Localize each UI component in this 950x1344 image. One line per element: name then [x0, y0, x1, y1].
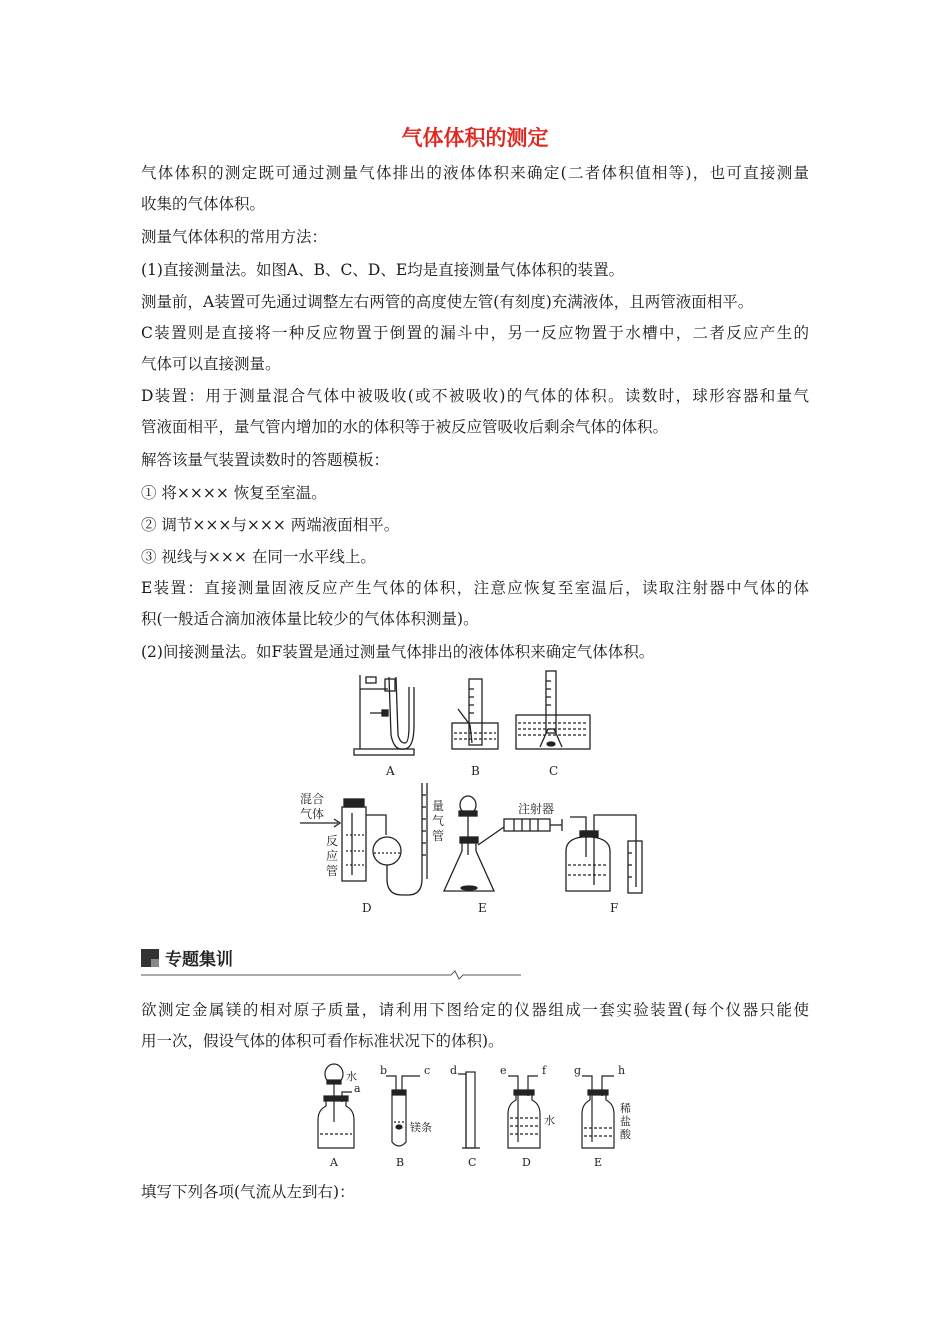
methods-heading: 测量气体体积的常用方法： [141, 228, 328, 246]
figure2-label-d: D [522, 1156, 531, 1169]
reaction-tube-label-1: 反 [326, 834, 339, 848]
device-c-line-2: 气体可以直接测量。 [141, 355, 281, 373]
device-e-line-2: 积(一般适合滴加液体量比较少的气体体积测量)。 [141, 610, 479, 628]
template-step-2: ② 调节×××与××× 两端液面相平。 [141, 516, 400, 534]
apparatus-c [516, 671, 590, 749]
figure1-label-d: D [362, 901, 372, 915]
page-title: 气体体积的测定 [401, 126, 549, 150]
apparatus-e [444, 796, 562, 891]
instrument-b [380, 1064, 432, 1146]
intro-line-2: 收集的气体体积。 [141, 195, 266, 213]
water-label-d: 水 [544, 1114, 555, 1127]
instrument-e [574, 1064, 632, 1148]
intro-line-1: 气体体积的测定既可通过测量气体排出的液体体积来确定(二者体积值相等)，也可直接测量 [141, 164, 809, 182]
figure-measuring-apparatus [290, 665, 670, 920]
problem-line-2: 用一次，假设气体的体积可看作标准状况下的体积)。 [141, 1032, 504, 1050]
dilute-hcl-label-1: 稀 [620, 1102, 631, 1115]
instrument-d [500, 1064, 555, 1148]
port-b: b [380, 1064, 388, 1077]
figure1-label-f: F [610, 901, 619, 915]
device-d-line-1: D装置：用于测量混合气体中被吸收(或不被吸收)的气体的体积。读数时，球形容器和量气 [141, 387, 809, 405]
figure2-label-e: E [594, 1156, 603, 1169]
fill-in-instruction: 填写下列各项(气流从左到右)： [141, 1183, 355, 1201]
port-f: f [542, 1064, 547, 1077]
port-d: d [450, 1064, 458, 1077]
instrument-a [318, 1064, 361, 1148]
port-a: a [354, 1082, 361, 1095]
dilute-hcl-label-2: 盐 [620, 1115, 631, 1128]
direct-method-heading: (1)直接测量法。如图A、B、C、D、E均是直接测量气体体积的装置。 [141, 261, 625, 279]
figure2-label-c: C [468, 1156, 477, 1169]
syringe-label: 注射器 [518, 802, 555, 816]
port-e: e [500, 1064, 507, 1077]
port-c: c [424, 1064, 431, 1077]
template-step-3: ③ 视线与××× 在同一水平线上。 [141, 548, 376, 566]
device-d-line-2: 管液面相平，量气管内增加的水的体积等于被反应管吸收后剩余气体的体积。 [141, 418, 669, 436]
port-h: h [618, 1064, 626, 1077]
device-e-line-1: E装置：直接测量固液反应产生气体的体积，注意应恢复至室温后，读取注射器中气体的体 [141, 579, 809, 597]
mixed-gas-label-1: 混合 [300, 792, 325, 806]
apparatus-d [300, 783, 444, 895]
figure-magnesium-apparatus [310, 1062, 650, 1174]
device-a-text: 测量前，A装置可先通过调整左右两管的高度使左管(有刻度)充满液体，且两管液面相平。 [141, 293, 754, 311]
figure2-label-b: B [396, 1156, 405, 1169]
template-step-1: ① 将×××× 恢复至室温。 [141, 484, 327, 502]
reaction-tube-label-3: 管 [326, 864, 339, 878]
figure1-label-c: C [549, 764, 559, 778]
gas-burette-label-3: 管 [432, 829, 445, 843]
section-divider [141, 971, 521, 979]
dilute-hcl-label-3: 酸 [620, 1128, 631, 1141]
template-heading: 解答该量气装置读数时的答题模板： [141, 451, 390, 469]
reaction-tube-label-2: 应 [326, 849, 339, 863]
apparatus-b [452, 679, 498, 749]
figure2-label-a: A [330, 1156, 338, 1169]
figure1-label-b: B [471, 764, 480, 778]
mixed-gas-label-2: 气体 [300, 807, 325, 821]
apparatus-f [566, 815, 642, 893]
indirect-method-heading: (2)间接测量法。如F装置是通过测量气体排出的液体体积来确定气体体积。 [141, 643, 655, 661]
device-c-line-1: C装置则是直接将一种反应物置于倒置的漏斗中，另一反应物置于水槽中，二者反应产生的 [141, 324, 809, 342]
problem-line-1: 欲测定金属镁的相对原子质量，请利用下图给定的仪器组成一套实验装置(每个仪器只能使 [141, 1001, 809, 1019]
port-g: g [574, 1064, 582, 1077]
section-header [141, 945, 521, 977]
gas-burette-label-1: 量 [432, 799, 445, 813]
figure1-label-e: E [478, 901, 487, 915]
section-square-icon [141, 949, 159, 967]
figure1-label-a: A [386, 764, 395, 778]
gas-burette-label-2: 气 [432, 814, 445, 828]
section-title: 专题集训 [165, 950, 233, 970]
water-label-a: 水 [346, 1070, 357, 1083]
mg-strip-label: 镁条 [410, 1121, 432, 1134]
apparatus-a [354, 675, 414, 755]
instrument-c [450, 1064, 480, 1148]
